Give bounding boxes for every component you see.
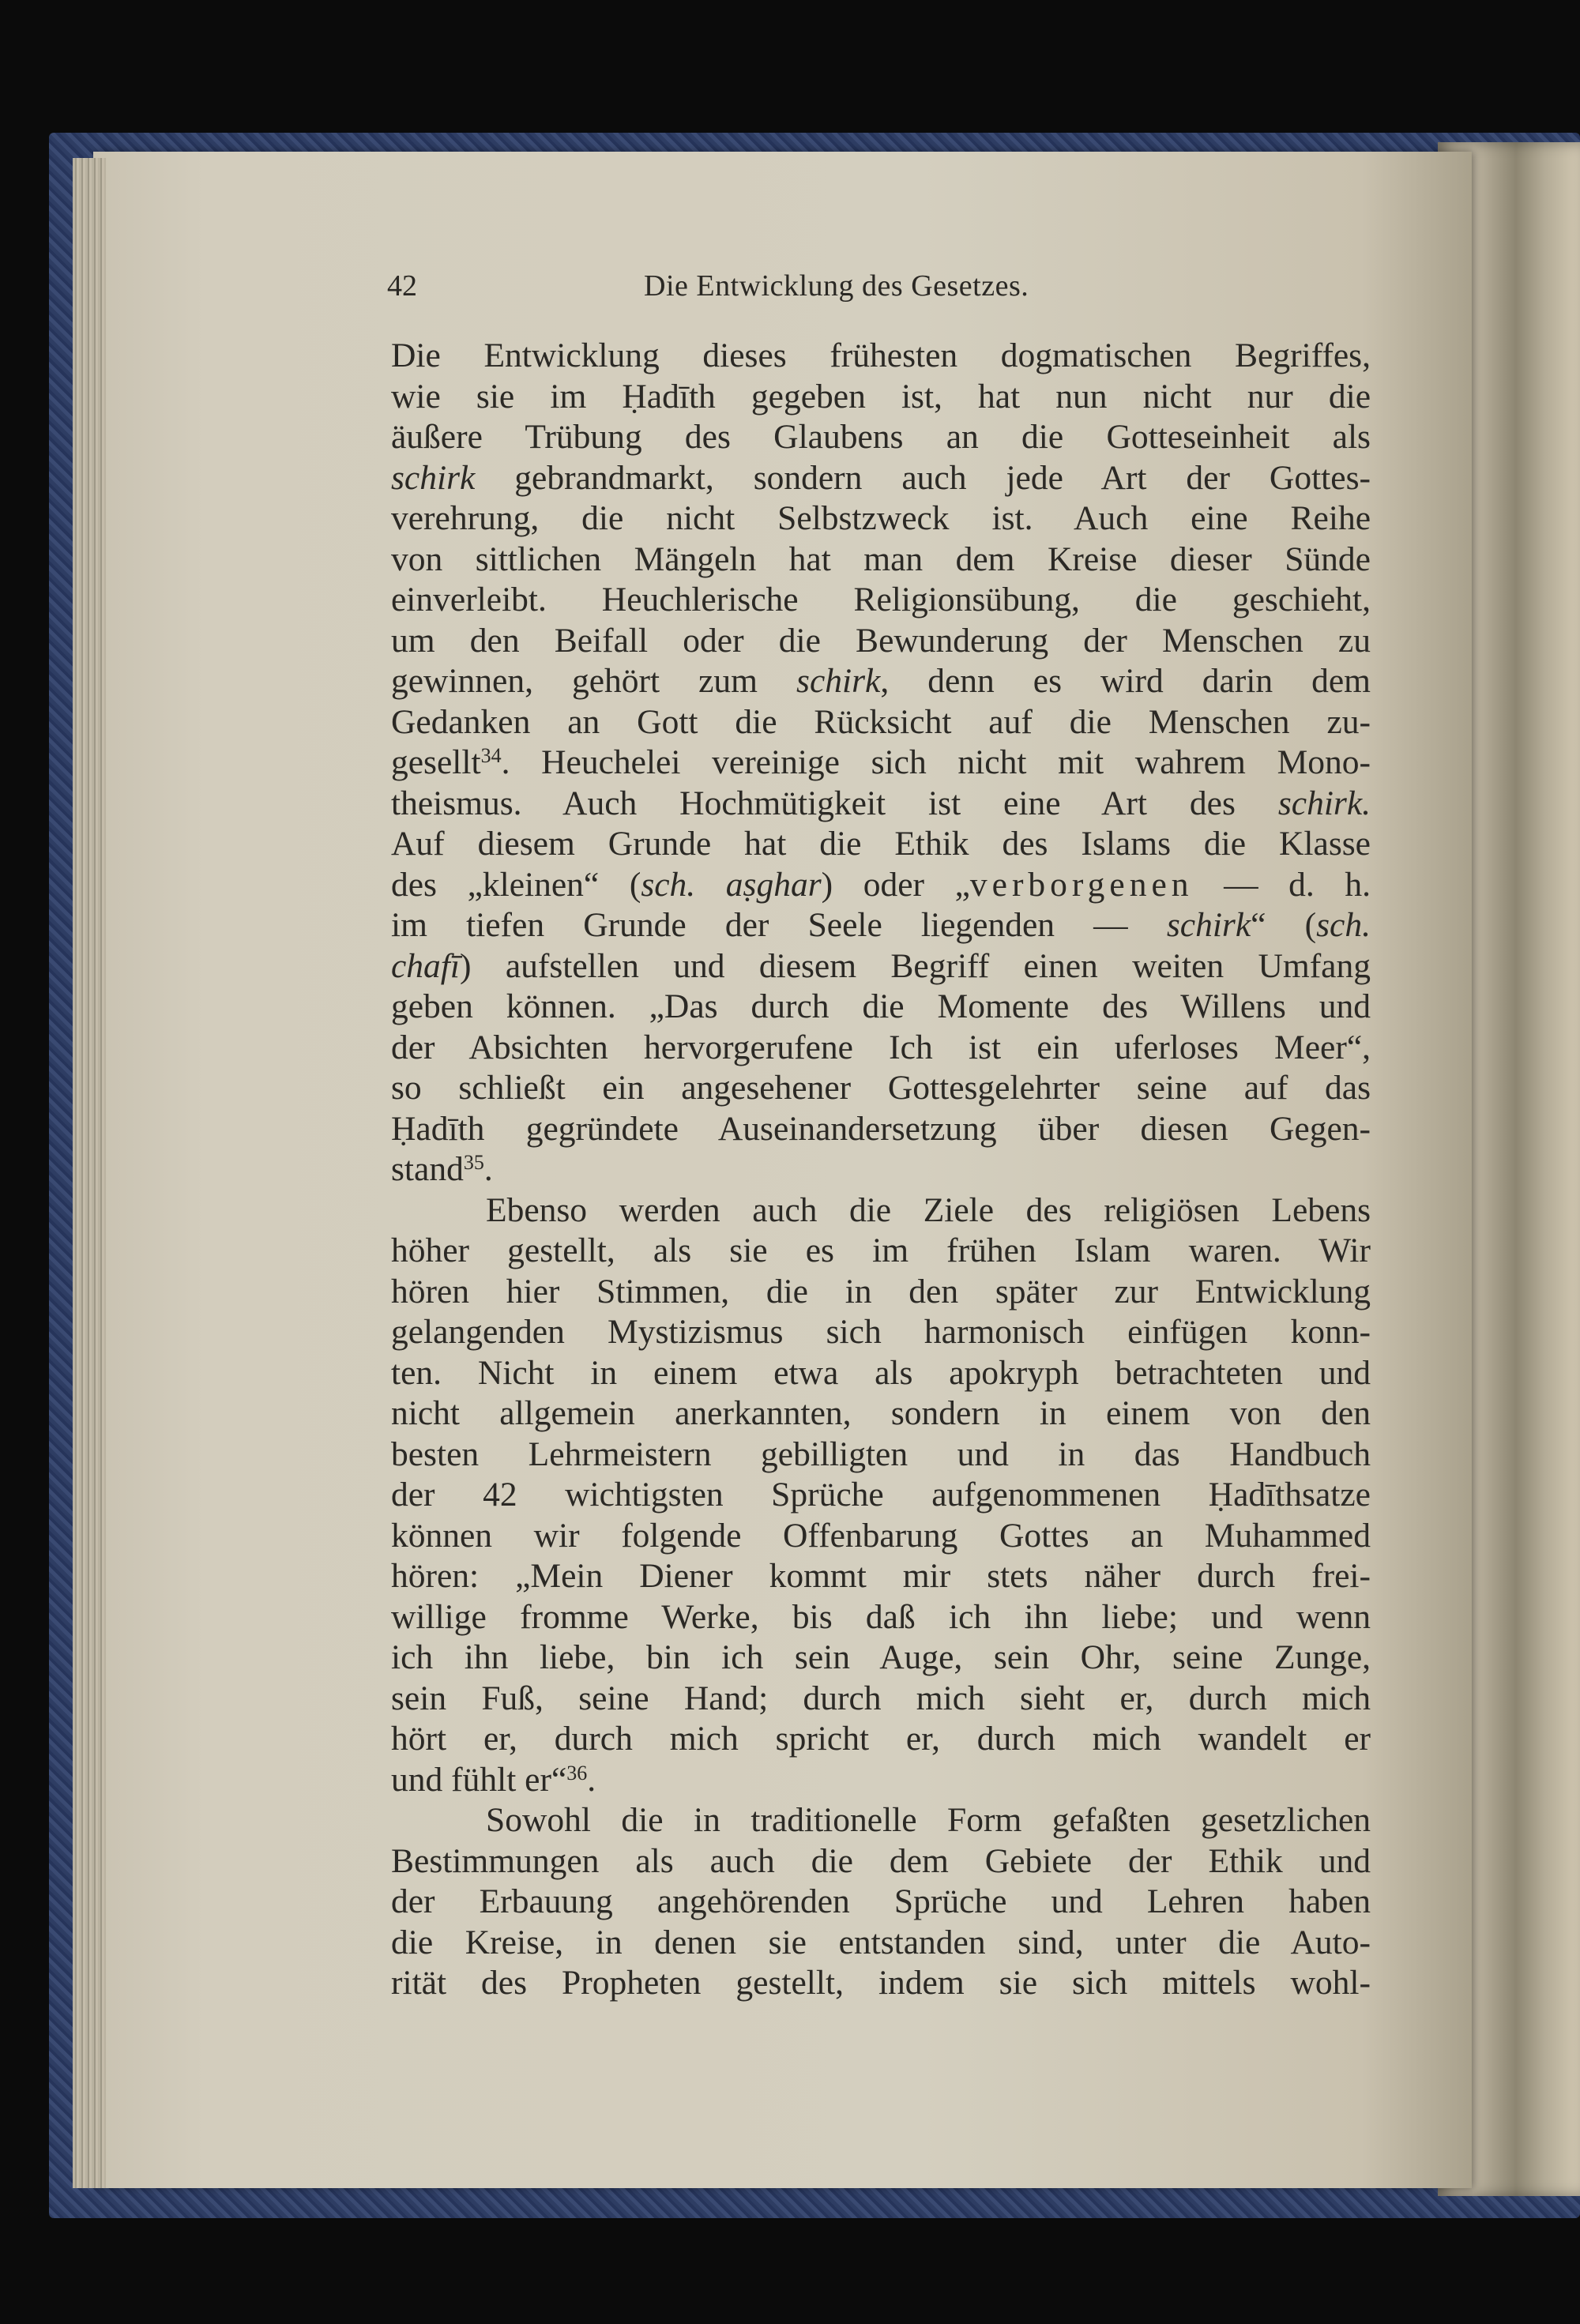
text-line: hören hier Stimmen, die in den später zur Entwicklung — [391, 1272, 1371, 1311]
body-text — [391, 336, 1371, 2004]
text-line: Die Entwicklung dieses frühesten dogmatischen Begriffes, — [391, 337, 1371, 374]
text-line: stand$^{35}$. — [391, 1150, 493, 1188]
text-line: der 42 wichtigsten Sprüche aufgenommenen Ḥadīthsatze — [391, 1476, 1371, 1514]
text-line: Bestimmungen als auch die dem Gebiete der Ethik und — [391, 1841, 1371, 1880]
text-line: die Kreise, in denen sie entstanden sind, unter die Auto- — [391, 1923, 1371, 1961]
text-line: Ebenso werden auch die Ziele des religiösen Lebens — [486, 1190, 1371, 1229]
text-line: ten. Nicht in einem etwa als apokryph betrachteten und — [391, 1353, 1371, 1392]
page-edges-left — [73, 158, 106, 2188]
text-line: so schließt ein angesehener Gottesgelehrter seine auf das — [391, 1069, 1371, 1107]
text-line: äußere Trübung des Glaubens an die Gotteseinheit als — [391, 418, 1371, 456]
text-line: hört er, durch mich spricht er, durch mich wandelt er — [391, 1720, 1371, 1758]
page-header — [387, 269, 1382, 316]
text-line: gewinnen, gehört zum schirk, denn es wird darin dem — [391, 662, 1371, 700]
text-line: gelangenden Mystizismus sich harmonisch einfügen konn- — [391, 1313, 1371, 1351]
text-line: im tiefen Grunde der Seele liegenden — schirk“ (sch. — [391, 906, 1371, 944]
text-line: sein Fuß, seine Hand; durch mich sieht er, durch mich — [391, 1679, 1371, 1717]
text-line: einverleibt. Heuchlerische Religionsübung, die geschieht, — [391, 581, 1371, 619]
text-line: des „kleinen“ (sch. aṣghar) oder „verborgenen — d. h. — [391, 865, 1371, 904]
footnote-ref: 35 — [463, 1151, 484, 1174]
running-title: Die Entwicklung des Gesetzes. — [644, 269, 1029, 303]
text-line: besten Lehrmeistern gebilligten und in das Handbuch — [391, 1435, 1371, 1473]
footnote-ref: 34 — [480, 744, 502, 767]
text-line: hören: „Mein Diener kommt mir stets näher durch frei- — [391, 1557, 1371, 1595]
text-line: nicht allgemein anerkannten, sondern in einem von den — [391, 1394, 1371, 1432]
text-line: Auf diesem Grunde hat die Ethik des Islams die Klasse — [391, 825, 1371, 863]
text-line: und fühlt er“$^{36}$. — [391, 1760, 596, 1799]
text-line: von sittlichen Mängeln hat man dem Kreise dieser Sünde — [391, 540, 1371, 578]
text-line: schirk gebrandmarkt, sondern auch jede Art der Gottes- — [391, 458, 1371, 497]
text-line: wie sie im Ḥadīth gegeben ist, hat nun nicht nur die — [391, 377, 1371, 416]
text-line: gesellt$^{34}$. Heuchelei vereinige sich nicht mit wahrem Mono- — [391, 743, 1371, 781]
text-line: theismus. Auch Hochmütigkeit ist eine Art des schirk. — [391, 784, 1371, 822]
text-line: der Erbauung angehörenden Sprüche und Lehren haben — [391, 1882, 1371, 1920]
footnote-ref: 36 — [566, 1761, 588, 1784]
text-line: ich ihn liebe, bin ich sein Auge, sein Ohr, seine Zunge, — [391, 1638, 1371, 1676]
text-line: geben können. „Das durch die Momente des Willens und — [391, 987, 1371, 1025]
text-line: der Absichten hervorgerufene Ich ist ein uferloses Meer“, — [391, 1028, 1371, 1066]
text-line: Ḥadīth gegründete Auseinandersetzung über diesen Gegen- — [391, 1109, 1371, 1148]
text-line: höher gestellt, als sie es im frühen Islam waren. Wir — [391, 1232, 1371, 1269]
text-line: Gedanken an Gott die Rücksicht auf die Menschen zu- — [391, 702, 1371, 741]
text-line: chafī) aufstellen und diesem Begriff einen weiten Umfang — [391, 946, 1371, 985]
text-line: um den Beifall oder die Bewunderung der Menschen zu — [391, 621, 1371, 660]
page-number: 42 — [387, 269, 417, 303]
text-line: willige fromme Werke, bis daß ich ihn liebe; und wenn — [391, 1597, 1371, 1636]
text-line: können wir folgende Offenbarung Gottes an Muhammed — [391, 1516, 1371, 1555]
text-line: rität des Propheten gestellt, indem sie sich mittels wohl- — [391, 1964, 1371, 2002]
text-line: Sowohl die in traditionelle Form gefaßten gesetzlichen — [486, 1801, 1371, 1839]
text-line: verehrung, die nicht Selbstzweck ist. Auch eine Reihe — [391, 499, 1371, 537]
